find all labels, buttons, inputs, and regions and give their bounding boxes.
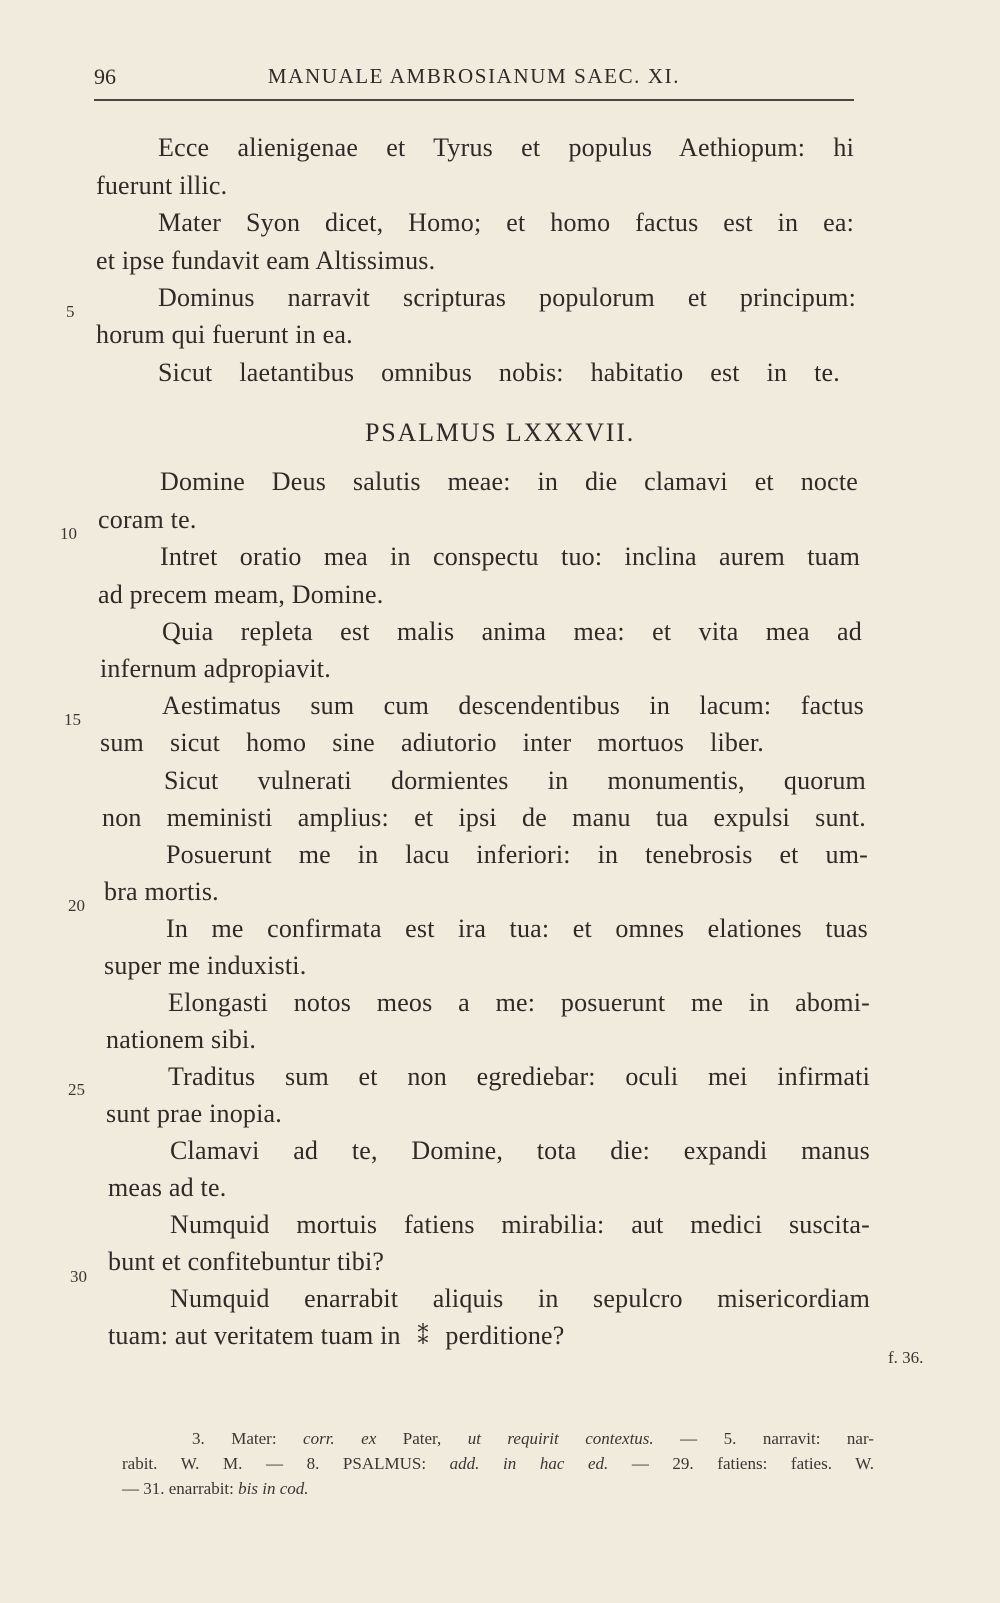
text-line: et ipse fundavit eam Altissimus.	[96, 246, 436, 275]
text-line: Numquid mortuis fatiens mirabilia: aut medici suscita-	[170, 1210, 870, 1239]
text-line: bunt et confitebuntur tibi?	[108, 1247, 385, 1276]
text-fragment: tuam: aut veritatem tuam in	[108, 1321, 401, 1350]
footnote-text: 3. Mater:	[192, 1429, 304, 1448]
text-line: bra mortis.	[104, 877, 219, 906]
text-line: Posuerunt me in lacu inferiori: in tenebrosis et um-	[166, 840, 868, 869]
text-line: In me confirmata est ira tua: et omnes elationes tuas	[166, 914, 868, 943]
text-fragment: perditione?	[445, 1321, 565, 1350]
line-number: 25	[68, 1080, 85, 1099]
footnote-text: — 5. narravit: nar-	[653, 1429, 874, 1448]
text-line: Sicut vulnerati dormientes in monumentis, quorum	[164, 766, 866, 795]
footnote-italic: add. in hac ed.	[449, 1454, 609, 1473]
line-number: 30	[70, 1267, 87, 1286]
line-number: 20	[68, 896, 85, 915]
footnote-text: Pater,	[376, 1429, 468, 1448]
footnote-line	[122, 1426, 874, 1451]
text-line: nationem sibi.	[106, 1025, 257, 1054]
text-line: Numquid enarrabit aliquis in sepulcro misericordiam	[170, 1284, 870, 1313]
psalm-heading: PSALMUS LXXXVII.	[364, 418, 636, 447]
text-line: horum qui fuerunt in ea.	[96, 320, 353, 349]
text-line: Domine Deus salutis meae: in die clamavi et nocte	[160, 467, 858, 496]
line-number: 5	[66, 302, 75, 321]
running-title: MANUALE AMBROSIANUM SAEC. XI.	[267, 64, 681, 88]
text-line: Aestimatus sum cum descendentibus in lacum: factus	[162, 691, 864, 720]
text-line: Clamavi ad te, Domine, tota die: expandi manus	[170, 1136, 870, 1165]
text-line: Intret oratio mea in conspectu tuo: inclina aurem tuam	[160, 542, 860, 571]
text-line: sum sicut homo sine adiutorio inter mortuos liber.	[100, 728, 764, 757]
cross-mark-icon: ⁑	[417, 1324, 429, 1349]
footnote-italic: bis in cod.	[238, 1479, 309, 1498]
page-number: 96	[94, 64, 116, 89]
footnote-italic: corr. ex	[303, 1429, 377, 1448]
footnote-text: — 31. enarrabit:	[122, 1479, 239, 1498]
footnote-line	[122, 1451, 874, 1476]
text-line: coram te.	[98, 505, 197, 534]
text-line: Sicut laetantibus omnibus nobis: habitatio est in te.	[158, 358, 840, 387]
text-line: ad precem meam, Domine.	[98, 580, 384, 609]
page-header	[94, 58, 854, 98]
footnote-line	[122, 1476, 874, 1501]
footnotes	[122, 1426, 874, 1501]
text-line: non meministi amplius: et ipsi de manu tua expulsi sunt.	[102, 803, 866, 832]
text-line: Quia repleta est malis anima mea: et vita mea ad	[162, 617, 862, 646]
text-line: sunt prae inopia.	[106, 1099, 282, 1128]
text-line: Elongasti notos meos a me: posuerunt me in abomi-	[168, 988, 870, 1017]
line-number: 10	[60, 524, 77, 543]
folio-note: f. 36.	[888, 1348, 924, 1367]
header-rule	[94, 99, 854, 101]
footnote-text: — 29. fatiens: faties. W.	[608, 1454, 874, 1473]
footnote-text: rabit. W. M. — 8. PSALMUS:	[122, 1454, 450, 1473]
text-line-with-mark	[108, 1321, 565, 1351]
footnote-italic: ut requirit contextus.	[467, 1429, 654, 1448]
text-line: Dominus narravit scripturas populorum et principum:	[158, 283, 856, 312]
text-line: Mater Syon dicet, Homo; et homo factus est in ea:	[158, 208, 854, 237]
text-line: Traditus sum et non egrediebar: oculi mei infirmati	[168, 1062, 870, 1091]
text-line: Ecce alienigenae et Tyrus et populus Aethiopum: hi	[158, 133, 854, 162]
text-line: super me induxisti.	[104, 951, 307, 980]
line-number: 15	[64, 710, 81, 729]
text-line: fuerunt illic.	[96, 171, 228, 200]
text-line: meas ad te.	[108, 1173, 227, 1202]
text-line: infernum adpropiavit.	[100, 654, 331, 683]
